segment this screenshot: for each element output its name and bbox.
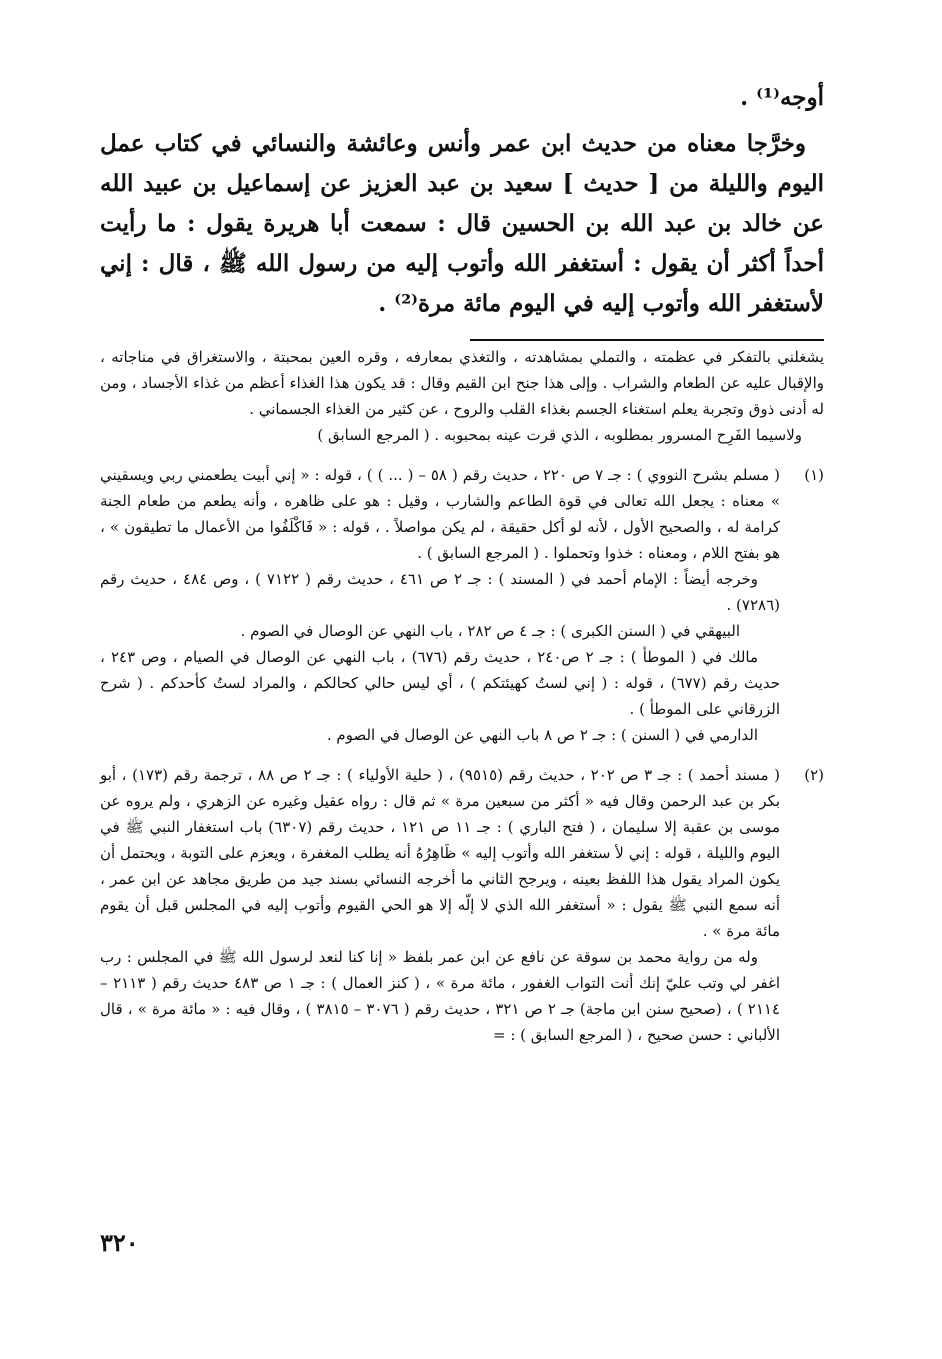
footnote-1-p5: الدارمي في ( السنن ) : جـ ٢ ص ٨ باب النهي عن الوصال في الصوم . — [326, 726, 758, 744]
continued-note-p2: ولاسيما الفَرِح المسرور بمطلوبه ، الذي قرت عينه بمحبوبه . ( المرجع السابق ) — [317, 426, 802, 444]
page-number: ٣٢٠ — [100, 1228, 139, 1257]
footnote-1-p1: ( مسلم بشرح النووي ) : جـ ٧ ص ٢٢٠ ، حديث رقم ( ٥٨ – ( ... ) ) ، قوله : « إني أبيت يطعمني ربي ويسقيني » معناه : يجعل الله تعالى في قوة الطاعم والشارب ، وقيل : هو على ظاهره ، وأنه يطعم من طعام الجنة كرامة له ، والصحيح الأول ، لأنه لو أكل حقيقة ، لم يكن مواصلاً . ، قوله : « فَاكْلَفُوا من الأعمال ما تطيقون » ، هو بفتح اللام ، ومعناه : خذوا وتحملوا . ( المرجع السابق ) . — [100, 466, 781, 562]
continued-footnote — [100, 344, 824, 448]
main-body-text — [100, 78, 824, 324]
footnote-1-p3: البيهقي في ( السنن الكبرى ) : جـ ٤ ص ٢٨٢ ، باب النهي عن الوصال في الصوم . — [240, 622, 740, 640]
footnote-1-number: (١) — [804, 466, 824, 484]
footnote-1 — [100, 462, 824, 748]
footnote-1-p4: مالك في ( الموطأ ) : جـ ٢ ص٢٤٠ ، حديث رقم (٦٧٦) ، باب النهي عن الوصال في الصيام ، وص ٢٤٣ ، حديث رقم (٦٧٧) ، قوله : ( إني لستُ كهيئتكم ) ، أي ليس حالي كحالكم ، والمراد لستُ كأحدكم . ( شرح الزرقاني على الموطأ ) . — [100, 648, 780, 718]
continued-note-p1: يشغلني بالتفكر في عظمته ، والتملي بمشاهدته ، والتغذي بمعارفه ، وقره العين بمحبتة ، والاستغراق في مناجاته ، والإقبال عليه عن الطعام والشراب . وإلى هذا جنح ابن القيم وقال : قد يكون هذا الغذاء أعظم من غذاء الأجساد ، ومن له أدنى ذوق وتجربة يعلم استغناء الجسم بغذاء القلب والروح ، عن كثير من الغذاء الجسماني . — [100, 348, 824, 418]
footnote-1-p2: وخرجه أيضاً : الإمام أحمد في ( المسند ) : جـ ٢ ص ٤٦١ ، حديث رقم ( ٧١٢٢ ) ، وص ٤٨٤ ، حديث رقم (٧٢٨٦) . — [100, 570, 780, 614]
main-line-1: أوجه⁽¹⁾ . — [740, 84, 824, 111]
footnote-2 — [100, 762, 824, 1048]
footnote-2-number: (٢) — [804, 766, 824, 784]
footnote-2-p1: ( مسند أحمد ) : جـ ٣ ص ٢٠٢ ، حديث رقم (٩٥١٥) ، ( حلية الأولياء ) : جـ ٢ ص ٨٨ ، ترجمة رقم (١٧٣) ، أبو بكر بن عبد الرحمن وقال فيه « أكثر من سبعين مرة » ثم قال : رواه عقيل وغيره عن الزهري ، ولم يروه عن موسى بن عقبة إلا سليمان ، ( فتح الباري ) : جـ ١١ ص ١٢١ ، حديث رقم (٦٣٠٧) باب استغفار النبي ﷺ في اليوم والليلة ، قوله : إني لأ ستغفر الله وأتوب إليه » ظَاهِرُهُ أنه يطلب المغفرة ، ويعزم على التوبة ، ويحتمل أن يكون المراد يقول هذا اللفظ بعينه ، ويرجح الثاني ما أخرجه النسائي بسند جيد من طريق مجاهد عن ابن عمر ، أنه سمع النبي ﷺ يقول : « أستغفر الله الذي لا إلّه إلا هو الحي القيوم وأتوب إليه في المجلس قبل أن يقوم مائة مرة » . — [100, 766, 781, 940]
main-paragraph: وخرَّجا معناه من حديث ابن عمر وأنس وعائشة والنسائي في كتاب عمل اليوم والليلة من [ حديث ] سعيد بن عبد العزيز عن إسماعيل بن عبيد الله عن خالد بن عبد الله بن الحسين قال : سمعت أبا هريرة يقول : ما رأيت أحداً أكثر أن يقول : أستغفر الله وأتوب إليه من رسول الله ﷺ ، قال : إني لأستغفر الله وأتوب إليه في اليوم مائة مرة⁽²⁾ . — [100, 130, 824, 317]
footnote-separator — [470, 339, 824, 341]
footnote-2-p2: وله من رواية محمد بن سوقة عن نافع عن ابن عمر بلفظ « إنا كنا لنعد لرسول الله ﷺ في المجلس : رب اغفر لي وتب عليّ إنك أنت التواب الغفور ، مائة مرة » ، ( كنز العمال ) : جـ ١ ص ٤٨٣ حديث رقم ( ٢١١٣ – ٢١١٤ ) ، (صحيح سنن ابن ماجة) جـ ٢ ص ٣٢١ ، حديث رقم ( ٣٠٧٦ – ٣٨١٥ ) ، وقال فيه : « مائة مرة » ، قال الألباني : حسن صحيح ، ( المرجع السابق ) : = — [100, 948, 781, 1044]
footnotes-section — [100, 344, 824, 1048]
